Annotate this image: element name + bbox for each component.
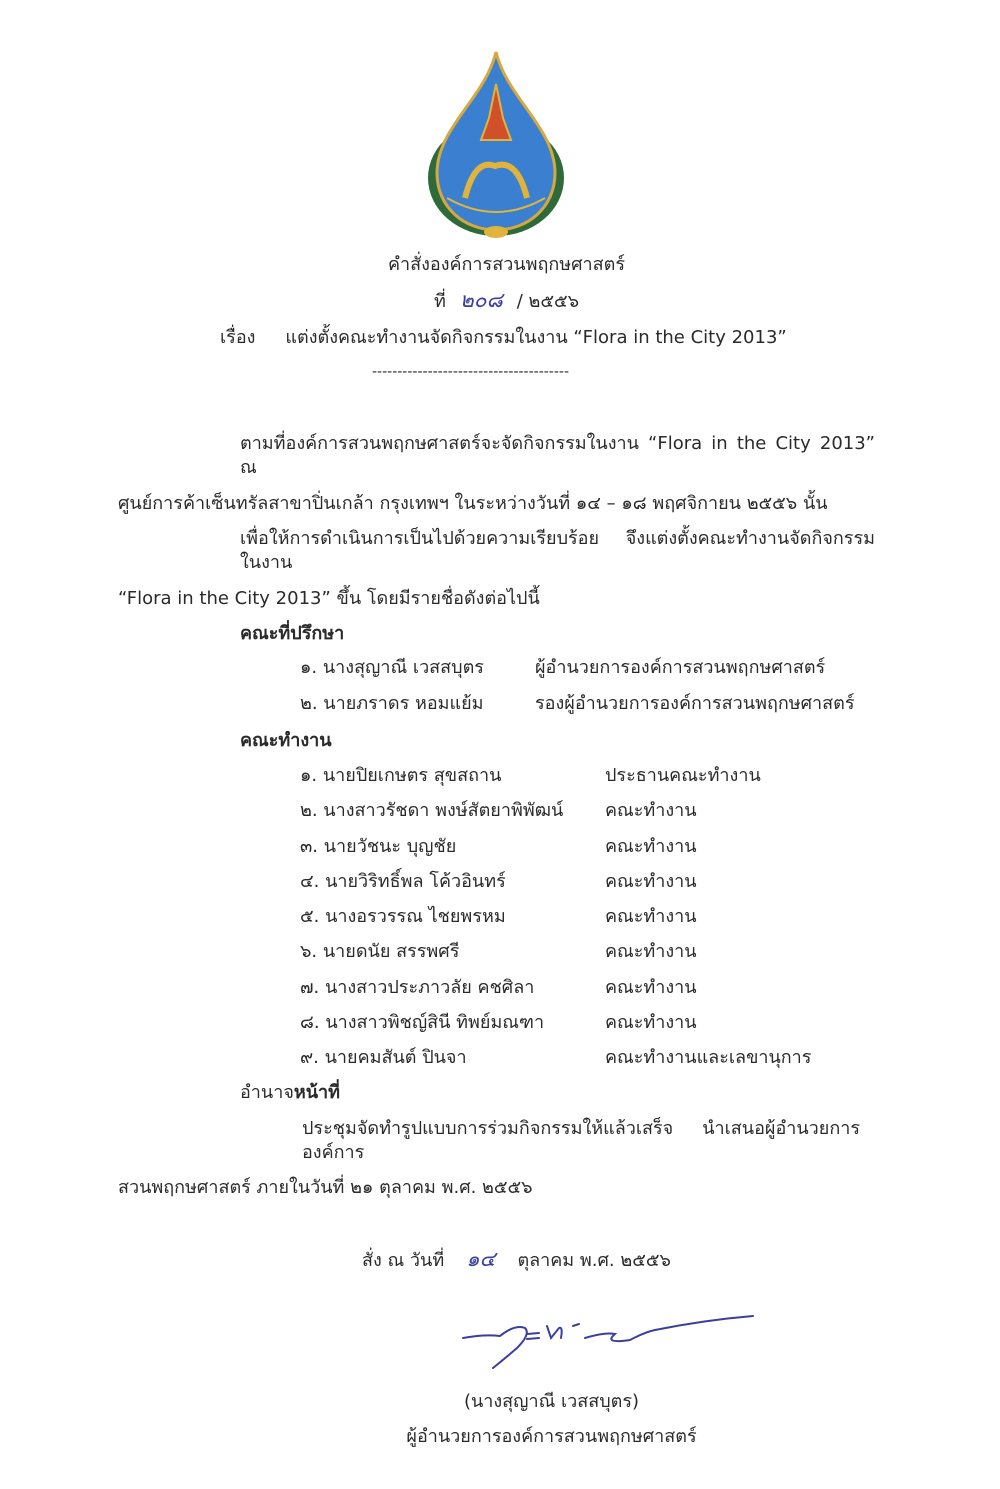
member-role: คณะทำงาน	[605, 1012, 697, 1034]
working-group-list	[300, 764, 875, 1070]
working-group-heading: คณะทำงาน	[240, 730, 332, 751]
order-number-line	[118, 288, 875, 314]
duties-line-2: สวนพฤกษศาสตร์ ภายในวันที่ ๒๑ ตุลาคม พ.ศ. ๒๕๕๖	[118, 1177, 533, 1199]
member-name: ๒. นางสาวรัชดา พงษ์สัตยาพิพัฒน์	[300, 800, 564, 822]
member-role: คณะทำงาน	[605, 976, 697, 998]
paragraph-1-line-2: ศูนย์การค้าเซ็นทรัลสาขาปิ่นเกล้า กรุงเทพฯ ในระหว่างวันที่ ๑๔ – ๑๘ พฤศจิกายน ๒๕๕๖ นั้น	[118, 493, 828, 514]
order-number-label: ที่	[433, 291, 446, 312]
member-name: ๔. นายวิริทธิ์พล โค้วอินทร์	[300, 870, 506, 892]
member-role: คณะทำงาน	[605, 906, 697, 928]
member-role: คณะทำงาน	[605, 941, 697, 963]
order-date-line	[118, 1247, 875, 1273]
signature	[455, 1304, 760, 1374]
member-name: ๑. นายปิยเกษตร สุขสถาน	[300, 765, 502, 786]
order-number-handwritten: ๒๐๘	[459, 288, 503, 312]
member-name: ๘. นางสาวพิชญ์สินี ทิพย์มณฑา	[300, 1012, 545, 1034]
organization-logo	[425, 48, 567, 242]
member-role: คณะทำงาน	[605, 835, 697, 857]
paragraph-2-line-1: เพื่อให้การดำเนินการเป็นไปด้วยความเรียบร้อย จึงแต่งตั้งคณะทำงานจัดกิจกรรมในงาน	[240, 528, 875, 573]
duties-heading-plain: อำนาจ	[240, 1082, 294, 1104]
subject-line	[118, 326, 875, 350]
duties-line-1: ประชุมจัดทำรูปแบบการร่วมกิจกรรมให้แล้วเสร็จ นำเสนอผู้อำนวยการองค์การ	[302, 1118, 860, 1164]
member-name: ๕. นางอรวรรณ ไชยพรหม	[300, 906, 506, 928]
member-role: ประธานคณะทำงาน	[605, 765, 761, 786]
subject-label: เรื่อง	[220, 327, 256, 348]
member-name: ๗. นางสาวประภาวลัย คชศิลา	[300, 976, 535, 998]
member-name: ๙. นายคมสันต์ ปินจา	[300, 1047, 467, 1069]
order-date-day-handwritten: ๑๔	[466, 1247, 496, 1272]
order-date-prefix: สั่ง ณ วันที่	[362, 1250, 445, 1272]
order-number-year: / ๒๕๕๖	[516, 291, 580, 312]
signatory-name: (นางสุญาณี เวสสบุตร)	[463, 1391, 640, 1413]
advisors-heading: คณะที่ปรึกษา	[240, 623, 345, 644]
duties-heading-bold: หน้าที่	[293, 1082, 341, 1104]
document-title: คำสั่งองค์การสวนพฤกษศาสตร์	[387, 254, 626, 275]
subject-text: แต่งตั้งคณะทำงานจัดกิจกรรมในงาน “Flora in the City 2013”	[285, 327, 787, 348]
advisor-role: รองผู้อำนวยการองค์การสวนพฤกษศาสตร์	[535, 693, 855, 714]
order-date-suffix: ตุลาคม พ.ศ. ๒๕๕๖	[517, 1250, 671, 1272]
member-name: ๓. นายวัชนะ บุญชัย	[300, 835, 457, 857]
advisor-role: ผู้อำนวยการองค์การสวนพฤกษศาสตร์	[535, 657, 826, 678]
advisors-list	[300, 656, 875, 716]
member-role: คณะทำงานและเลขานุการ	[605, 1047, 812, 1069]
paragraph-2-line-2: “Flora in the City 2013” ขึ้น โดยมีรายชื่อดังต่อไปนี้	[118, 588, 540, 609]
member-name: ๖. นายดนัย สรรพศรี	[300, 941, 460, 963]
advisor-name: ๒. นายภราดร หอมแย้ม	[300, 693, 484, 714]
member-role: คณะทำงาน	[605, 800, 697, 822]
divider: ---------------------------------------	[372, 364, 570, 380]
signatory-title: ผู้อำนวยการองค์การสวนพฤกษศาสตร์	[406, 1426, 697, 1448]
member-role: คณะทำงาน	[605, 870, 697, 892]
paragraph-1-line-1: ตามที่องค์การสวนพฤกษศาสตร์จะจัดกิจกรรมในงาน “Flora in the City 2013” ณ	[240, 433, 875, 478]
duties-heading	[118, 1081, 875, 1105]
advisor-name: ๑. นางสุญาณี เวสสบุตร	[300, 657, 484, 678]
